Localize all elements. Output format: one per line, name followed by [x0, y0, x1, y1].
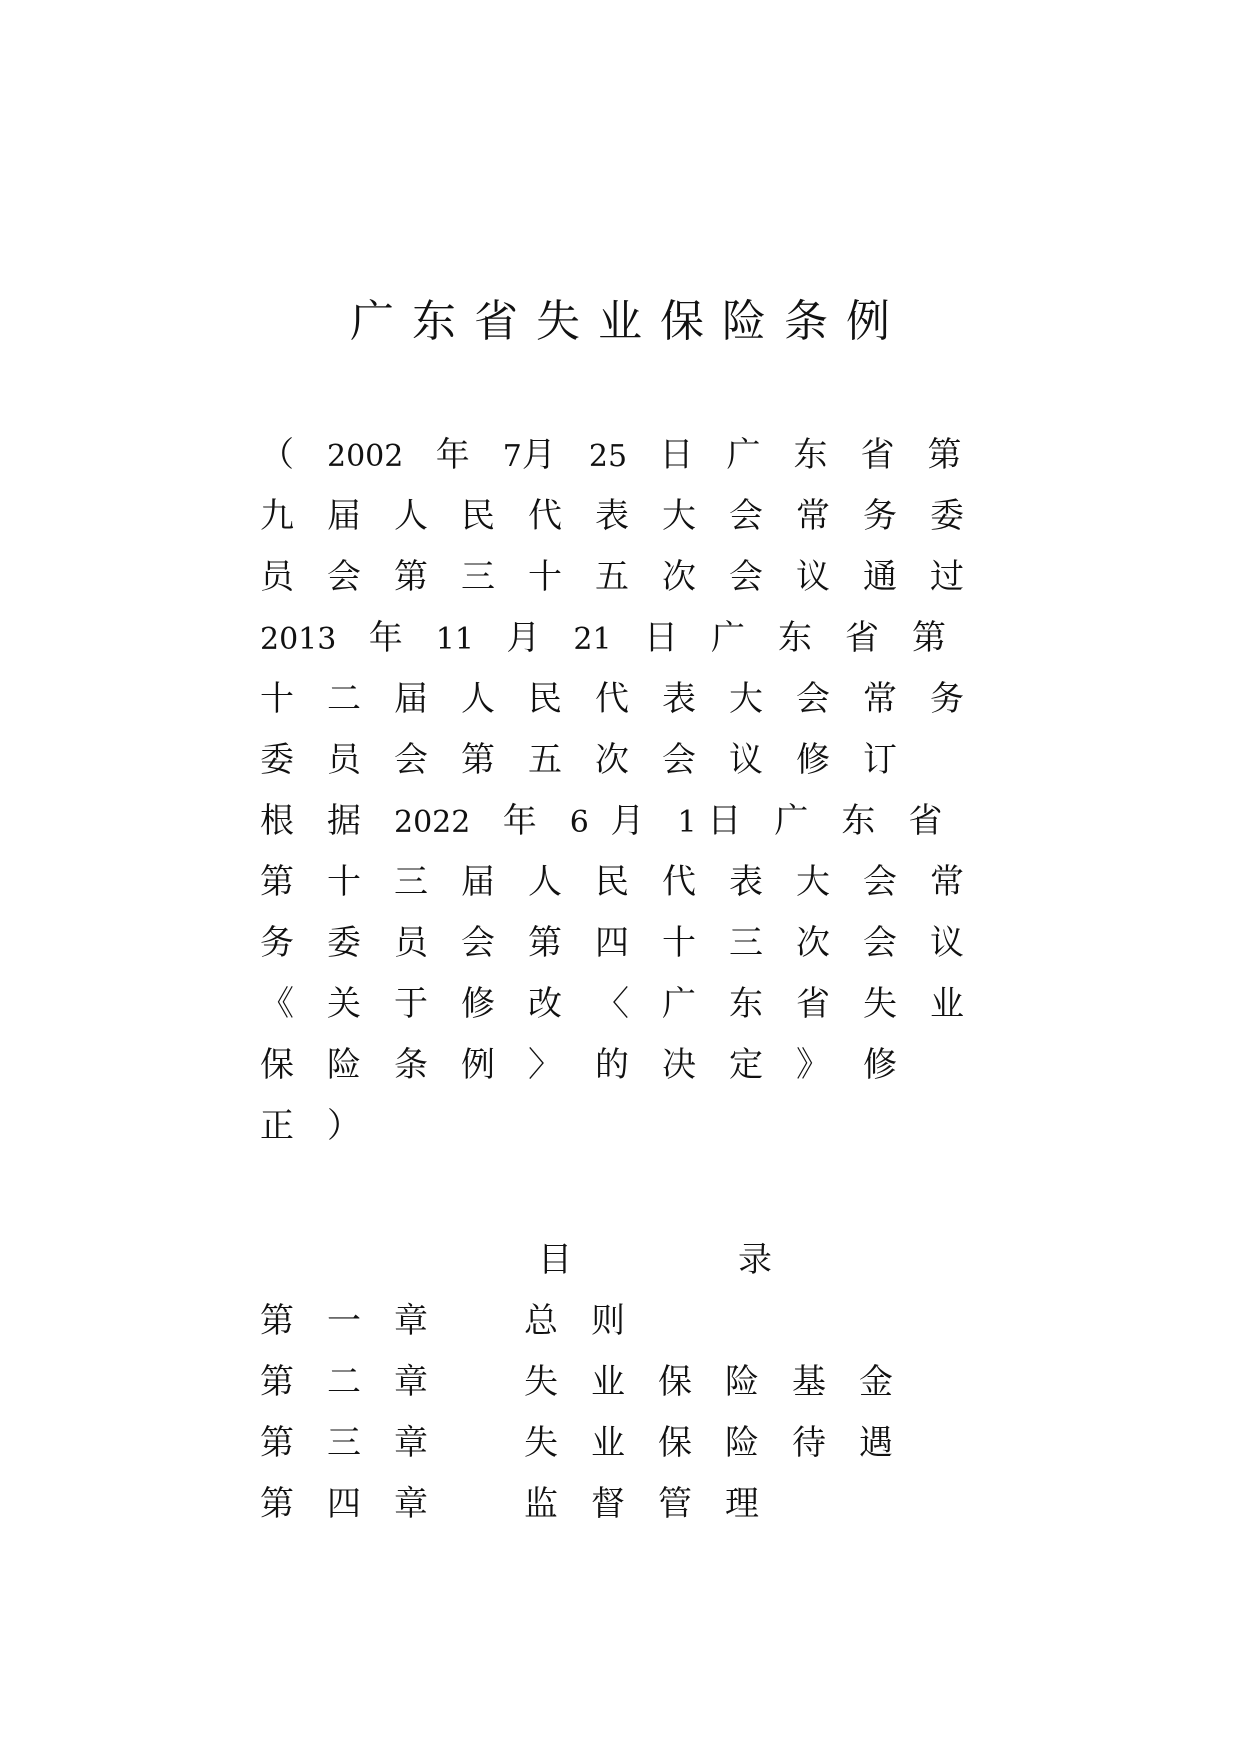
toc-row[interactable]	[260, 1291, 1020, 1351]
toc-chapter-name: 监督管理	[524, 1484, 792, 1524]
toc-chapter-number: 第二章	[260, 1362, 461, 1402]
history-number: 2022	[394, 805, 471, 840]
history-text: 十二届人民代表大会常务	[260, 679, 997, 719]
toc-chapter-name: 失业保险基金	[524, 1362, 926, 1402]
history-line-9	[260, 913, 1020, 973]
history-text: 月	[521, 435, 589, 475]
history-text: 委员会第五次会议修订	[260, 740, 930, 780]
history-line-4	[260, 608, 1020, 668]
toc-chapter-number: 第三章	[260, 1423, 461, 1463]
history-number: 11	[435, 622, 474, 657]
history-line-7	[260, 791, 1020, 851]
history-number: 7	[502, 439, 522, 474]
toc-title-right: 录	[738, 1240, 772, 1280]
history-line-1	[260, 425, 1020, 485]
document-title: 广东省失业保险条例	[350, 296, 908, 347]
toc-row[interactable]	[260, 1413, 1020, 1473]
toc-row[interactable]	[260, 1474, 1020, 1534]
toc-chapter-number: 第一章	[260, 1301, 461, 1341]
toc-title	[0, 1230, 1240, 1290]
history-text: 务委员会第四十三次会议	[260, 923, 997, 963]
history-text: 根据	[260, 801, 394, 841]
history-line-10	[260, 974, 1020, 1034]
history-text: 年	[368, 618, 436, 658]
history-line-3	[260, 547, 1020, 607]
history-text: 月	[610, 801, 678, 841]
history-line-12	[260, 1096, 1020, 1156]
toc-title-left: 目	[538, 1240, 572, 1280]
history-text: 月	[506, 618, 574, 658]
history-line-6	[260, 730, 1020, 790]
history-number: 21	[573, 622, 612, 657]
history-number: 25	[588, 439, 628, 474]
toc-chapter-number: 第四章	[260, 1484, 461, 1524]
history-text: 年	[435, 435, 503, 475]
history-line-2	[260, 486, 1020, 546]
history-line-8	[260, 852, 1020, 912]
history-text: 日广东省第	[644, 618, 980, 658]
toc-chapter-name: 失业保险待遇	[524, 1423, 926, 1463]
history-text: 正）	[260, 1106, 394, 1146]
history-number: 2002	[327, 439, 404, 474]
history-text: 《关于修改〈广东省失业	[260, 984, 997, 1024]
history-text: 保险条例〉的决定》修	[260, 1045, 930, 1085]
history-number: 1	[677, 805, 697, 840]
history-text: 日广东省	[707, 801, 976, 841]
history-line-5	[260, 669, 1020, 729]
history-number: 6	[569, 805, 589, 840]
history-line-11	[260, 1035, 1020, 1095]
history-number: 2013	[260, 622, 337, 657]
history-text: 日广东省第	[659, 435, 995, 475]
history-text: 员会第三十五次会议通过	[260, 557, 997, 597]
toc-row[interactable]	[260, 1352, 1020, 1412]
history-text: 年	[502, 801, 570, 841]
history-text: （	[260, 435, 327, 475]
history-text: 第十三届人民代表大会常	[260, 862, 997, 902]
history-text: 九届人民代表大会常务委	[260, 496, 997, 536]
toc-chapter-name: 总则	[524, 1301, 658, 1341]
